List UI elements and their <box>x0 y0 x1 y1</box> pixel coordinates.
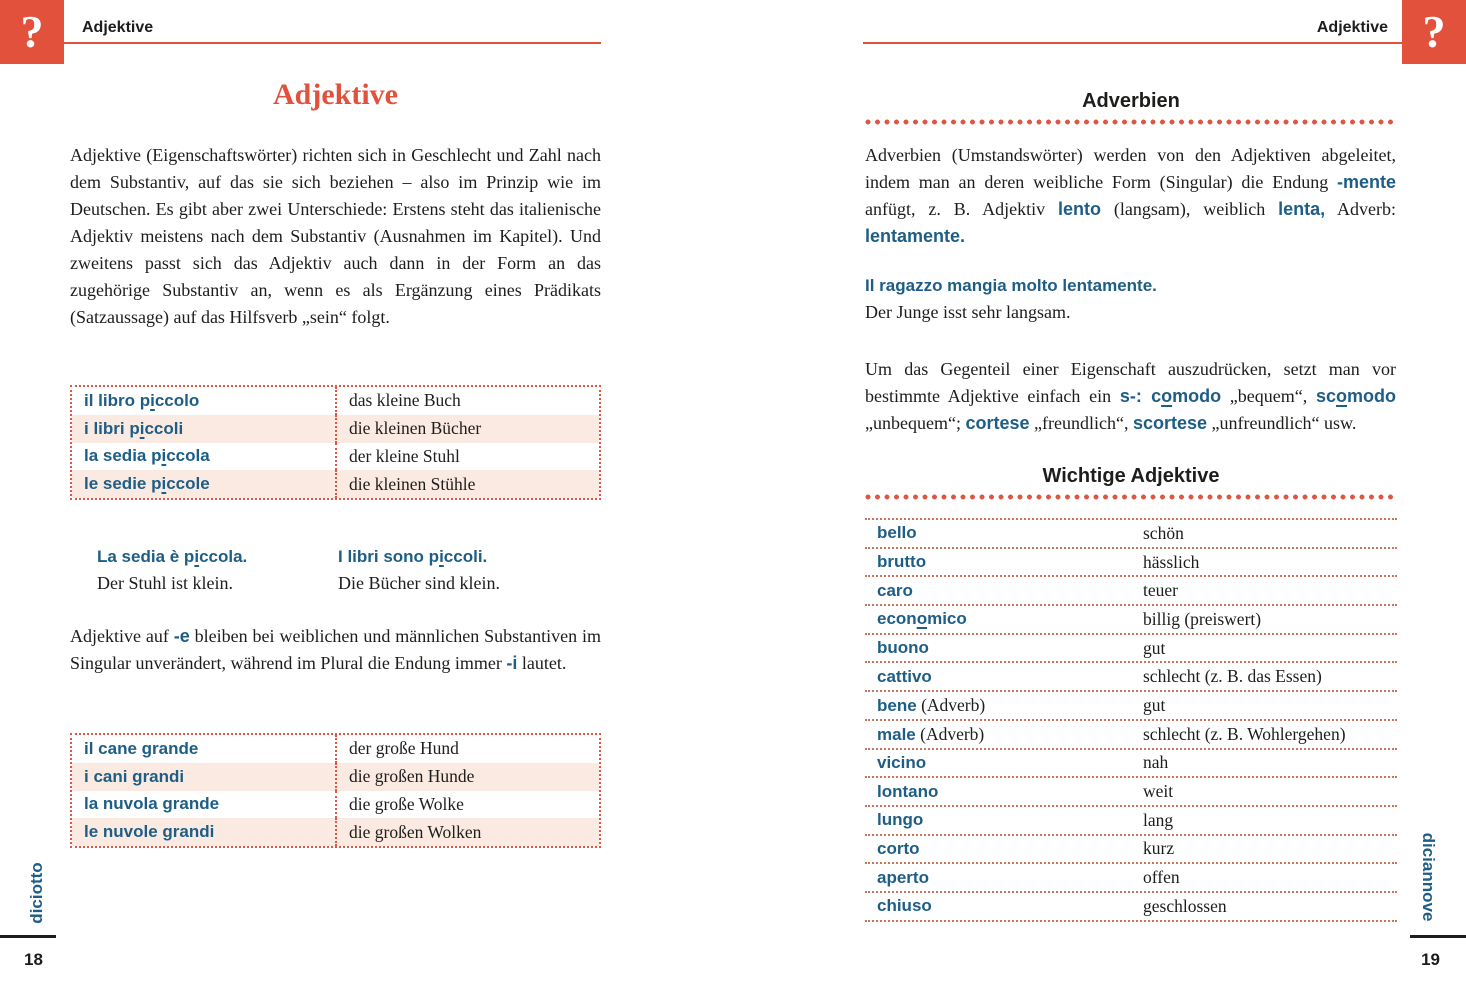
italian-cell: lungo <box>877 810 924 830</box>
adverbien-paragraph: Adverbien (Umstandswörter) werden von den Adjektiven abgeleitet, indem man an deren weibliche Form (Singular) die Endung -mente anfügt, z. B. Adjektiv lento (langsam), weiblich lenta, Adverb: lentamente. <box>865 145 1396 246</box>
vocab-row <box>865 606 1397 635</box>
footer-rule <box>0 935 56 938</box>
page-title: Adjektive <box>273 78 398 111</box>
example-column <box>338 543 601 597</box>
german-sentence: Der Stuhl ist klein. <box>97 573 233 593</box>
vocab-row <box>865 663 1397 692</box>
italian-cell: le sedie piccole <box>72 470 337 498</box>
header-rule <box>863 42 1402 44</box>
italian-cell: bello <box>877 523 917 543</box>
italian-cell: cattivo <box>877 666 932 686</box>
table-row <box>72 791 599 819</box>
italian-sentence: La sedia è piccola. <box>97 547 248 566</box>
intro-paragraph: Adjektive (Eigenschaftswörter) richten sich in Geschlecht und Zahl nach dem Substantiv, auf das sie sich beziehen – also im Prinzip wie im Deutschen. Es gibt aber zwei Unterschiede: Erstens steht das italienische Adjektiv meistens nach dem Substantiv (Ausnahmen im Kapitel). Und zweitens passt sich das Adjektiv auch dann in der Form an das zugehörige Substantiv an, wenn es als Ergänzung eines Prädikats (Satzaussage) auf das Hilfsverb „sein“ folgt. <box>70 145 601 327</box>
chapter-marker-box <box>0 0 64 64</box>
italian-cell: aperto <box>877 867 929 887</box>
example-sentences <box>70 543 601 597</box>
italian-cell: il libro piccolo <box>72 387 337 415</box>
vocab-row <box>865 635 1397 664</box>
italian-cell: le nuvole grandi <box>72 818 337 846</box>
gegenteil-paragraph: Um das Gegenteil einer Eigenschaft auszudrücken, setzt man vor bestimmte Adjektive einfach ein s-: comodo „bequem“, scomodo „unbequem“; cortese „freundlich“, scortese „unfreundlich“ usw. <box>865 359 1397 433</box>
table-row <box>72 763 599 791</box>
german-cell: lang <box>1143 809 1174 830</box>
vocab-row <box>865 836 1397 865</box>
german-cell: nah <box>1143 752 1169 773</box>
page-number: 18 <box>24 950 43 969</box>
italian-cell: male (Adverb) <box>877 723 985 744</box>
vocab-row <box>865 893 1397 922</box>
running-header: Adjektive <box>82 19 154 36</box>
italian-cell: buono <box>877 638 929 658</box>
german-cell: die kleinen Stühle <box>349 473 476 494</box>
vocab-row <box>865 549 1397 578</box>
italian-cell: brutto <box>877 552 927 572</box>
italian-cell: i libri piccoli <box>72 415 337 443</box>
german-cell: die kleinen Bücher <box>349 418 482 439</box>
italian-cell: lontano <box>877 781 939 801</box>
endings-paragraph: Adjektive auf -e bleiben bei weiblichen und männlichen Substantiven im Singular unverändert, während im Plural die Endung immer -i lautet. <box>70 626 601 673</box>
italian-sentence: Il ragazzo mangia molto lentamente. <box>865 276 1157 295</box>
table-row <box>72 443 599 471</box>
grande-examples-table <box>70 733 601 848</box>
vocab-row <box>865 692 1397 721</box>
italian-cell: i cani grandi <box>72 763 337 791</box>
example-column <box>70 543 338 597</box>
running-header: Adjektive <box>1316 19 1388 36</box>
german-cell: schlecht (z. B. Wohlergehen) <box>1143 723 1346 744</box>
italian-cell: corto <box>877 838 920 858</box>
vocabulary-table <box>865 518 1397 922</box>
italian-cell: la sedia piccola <box>72 443 337 471</box>
page-right <box>733 0 1466 1000</box>
german-cell: kurz <box>1143 838 1175 859</box>
question-mark-icon: ? <box>1422 6 1446 57</box>
german-cell: teuer <box>1143 580 1178 601</box>
german-sentence: Die Bücher sind klein. <box>338 573 500 593</box>
dotted-divider <box>865 494 1397 500</box>
table-row <box>72 818 599 846</box>
german-sentence: Der Junge isst sehr langsam. <box>865 302 1071 322</box>
german-cell: billig (preiswert) <box>1143 608 1262 629</box>
footer-rule <box>1410 935 1466 938</box>
vocab-row <box>865 807 1397 836</box>
example-sentence-block <box>865 272 1157 326</box>
table-row <box>72 387 599 415</box>
italian-cell: bene (Adverb) <box>877 694 986 715</box>
german-cell: schlecht (z. B. das Essen) <box>1143 666 1322 687</box>
german-cell: schön <box>1143 522 1184 543</box>
page-number: 19 <box>1421 950 1440 969</box>
vocab-row <box>865 864 1397 893</box>
page-word-label: diciotto <box>27 862 46 924</box>
vocab-row <box>865 721 1397 750</box>
german-cell: gut <box>1143 637 1166 658</box>
vocab-row <box>865 577 1397 606</box>
question-mark-icon: ? <box>20 6 44 57</box>
german-cell: gut <box>1143 694 1166 715</box>
german-cell: weit <box>1143 781 1174 802</box>
german-cell: die großen Wolken <box>349 821 482 842</box>
german-cell: geschlossen <box>1143 895 1227 916</box>
section-title-wichtige-adjektive: Wichtige Adjektive <box>1042 465 1220 487</box>
german-cell: die großen Hunde <box>349 766 475 787</box>
header-rule <box>64 42 601 44</box>
italian-cell: la nuvola grande <box>72 791 337 819</box>
page-word-label: diciannove <box>1419 832 1438 922</box>
vocab-row <box>865 520 1397 549</box>
german-cell: hässlich <box>1143 551 1200 572</box>
italian-cell: economico <box>877 609 967 629</box>
german-cell: offen <box>1143 867 1180 888</box>
section-title-adverbien: Adverbien <box>1082 90 1180 112</box>
german-cell: das kleine Buch <box>349 390 461 411</box>
table-row <box>72 415 599 443</box>
dotted-divider <box>865 119 1397 125</box>
italian-cell: vicino <box>877 752 927 772</box>
italian-sentence: I libri sono piccoli. <box>338 547 488 566</box>
italian-cell: il cane grande <box>72 735 337 763</box>
piccolo-examples-table <box>70 385 601 500</box>
vocab-row <box>865 750 1397 779</box>
german-cell: der große Hund <box>349 738 459 759</box>
table-row <box>72 470 599 498</box>
vocab-row <box>865 778 1397 807</box>
chapter-marker-box <box>1402 0 1466 64</box>
italian-cell: chiuso <box>877 896 932 916</box>
german-cell: der kleine Stuhl <box>349 445 460 466</box>
italian-cell: caro <box>877 580 913 600</box>
table-row <box>72 735 599 763</box>
german-cell: die große Wolke <box>349 793 464 814</box>
